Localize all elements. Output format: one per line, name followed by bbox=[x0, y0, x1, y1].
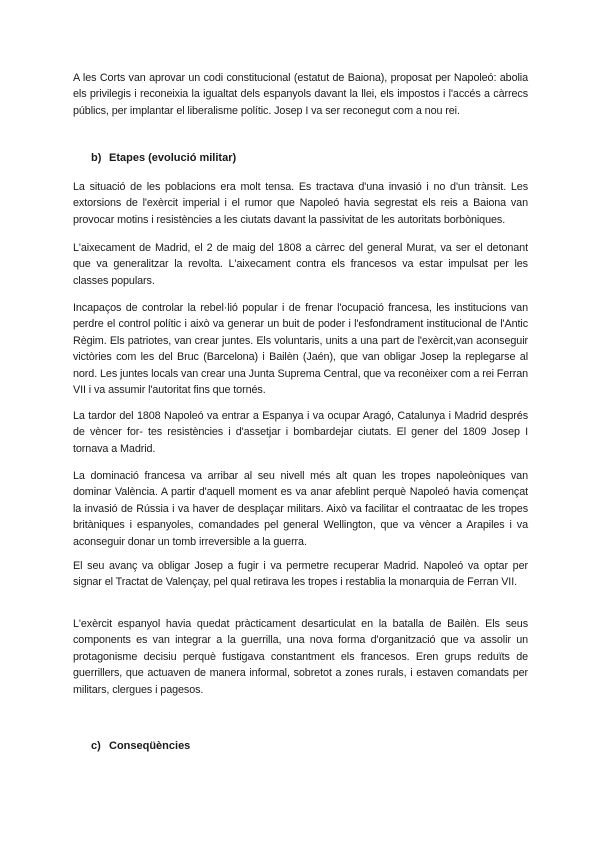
section-b-marker: b) bbox=[91, 152, 102, 164]
paragraph-b-1: La situació de les poblacions era molt tensa. Es tractava d'una invasió i no d'un trànsit. Les extorsions de l'exèrcit imperial i el rumor que Napoleó havia segrestat els reis a Baiona van provocar motins i resistències a les ciutats davant la passivitat de les autoritats borbòniques. bbox=[73, 181, 528, 226]
paragraph-b-5: La dominació francesa va arribar al seu nivell més alt quan les tropes napoleòniques van dominar València. A partir d'aquell moment es va anar afeblint perquè Napoleó havia començat la invasió de Rússia i va haver de desplaçar militars. Això va facilitar el contraatac de les tropes britàniques i espanyoles, comandades pel general Wellington, que va vèncer a Arapiles i va aconseguir donar un tomb irreversible a la guerra. bbox=[73, 470, 528, 548]
section-c-heading bbox=[91, 738, 190, 754]
paragraph-b-3: Incapaços de controlar la rebel·lió popular i de frenar l'ocupació francesa, les institucions van perdre el control polític i això va generar un buit de poder i l'esfondrament institucional de l'Antic Règim. Els patriotes, van crear juntes. Els voluntaris, units a una part de l'exèrcit,van aconseguir victòries com les del Bruc (Barcelona) i Bailèn (Jaén), que van obligar Josep la replegarse al nord. Les juntes locals van crear una Junta Suprema Central, que va reconèixer com a rei Ferran VII i va assumir l'autoritat fins que tornés. bbox=[73, 302, 529, 397]
section-c-title: Conseqüències bbox=[109, 740, 191, 752]
paragraph-b-4: La tardor del 1808 Napoleó va entrar a Espanya i va ocupar Aragó, Catalunya i Madrid després de vèncer for- tes resistències i d'assetjar i bombardejar ciutats. El gener del 1809 Josep I tornava a Madrid. bbox=[73, 410, 528, 455]
intro-paragraph: A les Corts van aprovar un codi constitucional (estatut de Baiona), proposat per Napoleó: abolia els privilegis i reconeixia la igualtat dels espanyols davant la llei, els impostos i l'accés a càrrecs públics, per implantar el liberalisme polític. Josep I va ser reconegut com a nou rei. bbox=[73, 72, 528, 117]
paragraph-b-7: L'exèrcit espanyol havia quedat pràcticament desarticulat en la batalla de Bailèn. Els seus components es van integrar a la guerrilla, una nova forma d'organització que va assolir un protagonisme decisiu perquè fustigava constantment els francesos. Eren grups reduïts de guerrillers, que actuaven de manera informal, sobretot a zones rurals, i estaven comandats per militars, clergues i pagesos. bbox=[73, 618, 528, 696]
section-b-heading bbox=[91, 150, 236, 166]
paragraph-b-6: El seu avanç va obligar Josep a fugir i va permetre recuperar Madrid. Napoleó va optar per signar el Tractat de Valençay, pel qual retirava les tropes i restablia la monarquia de Ferran VII. bbox=[73, 560, 528, 589]
paragraph-b-2: L'aixecament de Madrid, el 2 de maig del 1808 a càrrec del general Murat, va ser el detonant que va generalitzar la revolta. L'aixecament contra els francesos va estar impulsat per les classes populars. bbox=[73, 242, 528, 287]
section-c-marker: c) bbox=[91, 740, 101, 752]
section-b-title: Etapes (evolució militar) bbox=[109, 152, 237, 164]
